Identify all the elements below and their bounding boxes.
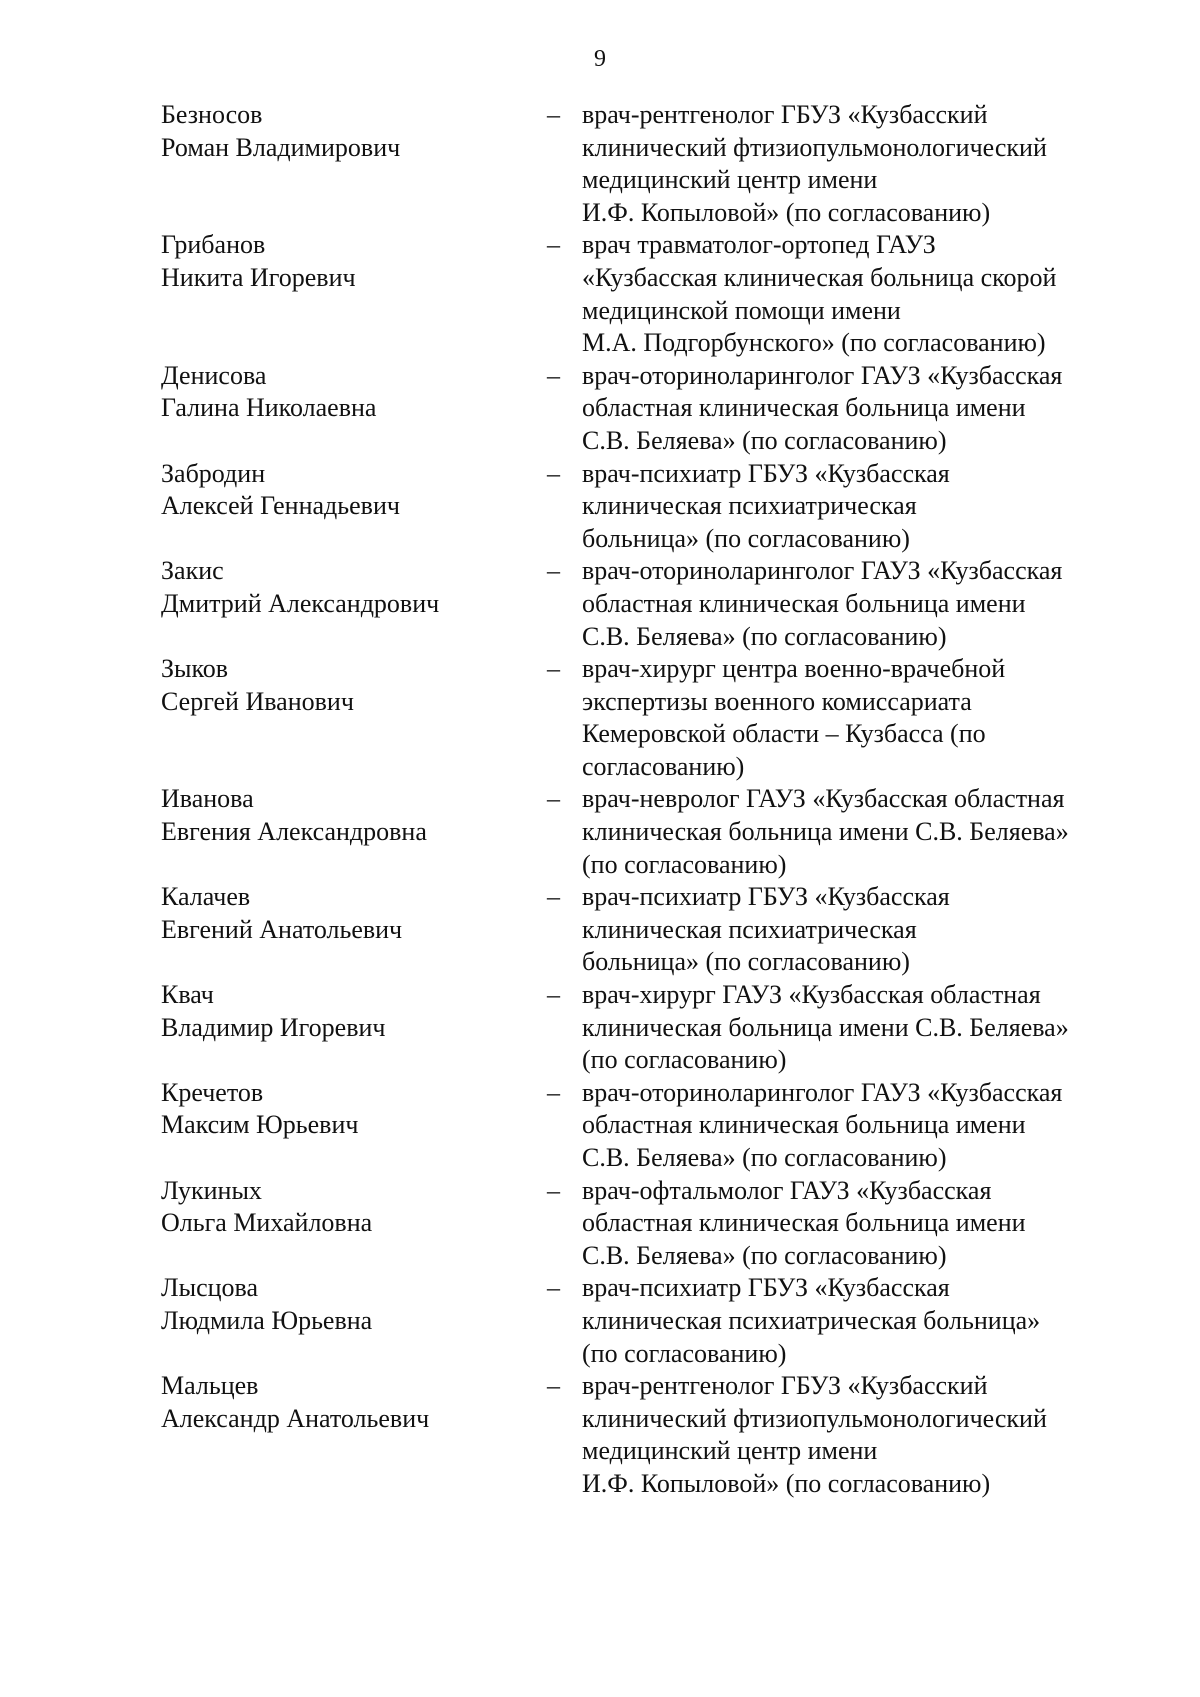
role-line: врач-хирург ГАУЗ «Кузбасская областная xyxy=(582,980,1041,1010)
member-role xyxy=(582,555,1131,653)
member-surname: Безносов xyxy=(161,100,263,129)
role-line: С.В. Беляева» (по согласованию) xyxy=(582,425,947,455)
member-name xyxy=(161,229,547,359)
dash-separator xyxy=(547,458,582,556)
member-given-names: Евгения Александровна xyxy=(161,817,427,847)
member-entry xyxy=(161,881,1131,979)
member-name xyxy=(161,1175,547,1273)
dash-separator xyxy=(547,229,582,359)
role-line: врач-невролог ГАУЗ «Кузбасская областная xyxy=(582,784,1065,814)
dash-glyph: – xyxy=(547,556,560,586)
role-line: клинический фтизиопульмонологический xyxy=(582,132,1047,162)
page-number: 9 xyxy=(594,46,606,72)
role-line: больница» (по согласованию) xyxy=(582,523,910,553)
member-entry xyxy=(161,979,1131,1077)
dash-separator xyxy=(547,360,582,458)
member-entry xyxy=(161,653,1131,783)
dash-glyph: – xyxy=(547,1175,560,1205)
member-name xyxy=(161,653,547,783)
role-line: клиническая больница имени С.В. Беляева» xyxy=(582,1012,1069,1042)
member-entry xyxy=(161,555,1131,653)
member-entry xyxy=(161,458,1131,556)
dash-separator xyxy=(547,979,582,1077)
dash-glyph: – xyxy=(547,360,560,390)
member-name xyxy=(161,881,547,979)
dash-separator xyxy=(547,653,582,783)
member-name xyxy=(161,1272,547,1370)
member-surname: Калачев xyxy=(161,882,251,912)
member-given-names: Ольга Михайловна xyxy=(161,1208,373,1238)
member-surname: Квач xyxy=(161,980,214,1010)
dash-glyph: – xyxy=(547,1273,560,1303)
role-line: областная клиническая больница имени xyxy=(582,588,1026,618)
role-line: (по согласованию) xyxy=(582,1045,787,1075)
role-line: врач-рентгенолог ГБУЗ «Кузбасский xyxy=(582,1371,988,1401)
role-line: врач-офтальмолог ГАУЗ «Кузбасская xyxy=(582,1175,992,1205)
member-given-names: Алексей Геннадьевич xyxy=(161,491,400,521)
member-entry xyxy=(161,1175,1131,1273)
role-line: И.Ф. Копыловой» (по согласованию) xyxy=(582,197,991,227)
member-given-names: Роман Владимирович xyxy=(161,132,401,162)
member-role xyxy=(582,653,1131,783)
member-name xyxy=(161,555,547,653)
role-line: (по согласованию) xyxy=(582,849,787,879)
member-given-names: Людмила Юрьевна xyxy=(161,1305,373,1335)
member-entry xyxy=(161,1370,1131,1500)
role-line: И.Ф. Копыловой» (по согласованию) xyxy=(582,1468,991,1498)
dash-glyph: – xyxy=(547,882,560,912)
member-surname: Лысцова xyxy=(161,1273,259,1303)
dash-glyph: – xyxy=(547,230,560,260)
role-line: согласованию) xyxy=(582,751,745,781)
role-line: врач-психиатр ГБУЗ «Кузбасская xyxy=(582,458,950,488)
member-entry xyxy=(161,360,1131,458)
role-line: врач травматолог-ортопед ГАУЗ xyxy=(582,230,936,260)
member-entry xyxy=(161,1272,1131,1370)
member-surname: Зыков xyxy=(161,654,229,684)
role-line: С.В. Беляева» (по согласованию) xyxy=(582,621,947,651)
member-name xyxy=(161,783,547,881)
role-line: Кемеровской области – Кузбасса (по xyxy=(582,719,986,749)
member-role xyxy=(582,881,1131,979)
role-line: «Кузбасская клиническая больница скорой xyxy=(582,262,1057,292)
role-line: областная клиническая больница имени xyxy=(582,1110,1026,1140)
member-surname: Кречетов xyxy=(161,1077,264,1107)
dash-glyph: – xyxy=(547,100,560,129)
role-line: медицинский центр имени xyxy=(582,1436,878,1466)
dash-separator xyxy=(547,783,582,881)
role-line: областная клиническая больница имени xyxy=(582,1208,1026,1238)
role-line: С.В. Беляева» (по согласованию) xyxy=(582,1240,947,1270)
member-given-names: Галина Николаевна xyxy=(161,393,377,423)
member-given-names: Никита Игоревич xyxy=(161,262,356,292)
dash-glyph: – xyxy=(547,1077,560,1107)
member-role xyxy=(582,1077,1131,1175)
role-line: врач-психиатр ГБУЗ «Кузбасская xyxy=(582,1273,950,1303)
role-line: врач-психиатр ГБУЗ «Кузбасская xyxy=(582,882,950,912)
role-line: врач-хирург центра военно-врачебной xyxy=(582,654,1006,684)
member-entry xyxy=(161,783,1131,881)
member-role xyxy=(582,1370,1131,1500)
member-role xyxy=(582,1272,1131,1370)
role-line: медицинский центр имени xyxy=(582,165,878,195)
dash-glyph: – xyxy=(547,458,560,488)
member-surname: Лукиных xyxy=(161,1175,262,1205)
member-given-names: Дмитрий Александрович xyxy=(161,588,440,618)
dash-glyph: – xyxy=(547,980,560,1010)
member-name xyxy=(161,979,547,1077)
dash-glyph: – xyxy=(547,1371,560,1401)
role-line: М.А. Подгорбунского» (по согласованию) xyxy=(582,328,1046,358)
member-surname: Забродин xyxy=(161,458,266,488)
member-name xyxy=(161,458,547,556)
dash-separator xyxy=(547,1175,582,1273)
member-role xyxy=(582,783,1131,881)
role-line: медицинской помощи имени xyxy=(582,295,901,325)
role-line: экспертизы военного комиссариата xyxy=(582,686,972,716)
dash-glyph: – xyxy=(547,654,560,684)
member-name xyxy=(161,1077,547,1175)
role-line: клиническая больница имени С.В. Беляева» xyxy=(582,817,1069,847)
role-line: врач-оториноларинголог ГАУЗ «Кузбасская xyxy=(582,360,1063,390)
member-given-names: Сергей Иванович xyxy=(161,686,354,716)
member-name xyxy=(161,99,547,229)
role-line: врач-оториноларинголог ГАУЗ «Кузбасская xyxy=(582,1077,1063,1107)
role-line: врач-оториноларинголог ГАУЗ «Кузбасская xyxy=(582,556,1063,586)
member-role xyxy=(582,979,1131,1077)
dash-separator xyxy=(547,881,582,979)
member-list xyxy=(161,99,1131,1501)
dash-separator xyxy=(547,99,582,229)
member-surname: Грибанов xyxy=(161,230,266,260)
member-surname: Мальцев xyxy=(161,1371,259,1401)
dash-separator xyxy=(547,555,582,653)
member-given-names: Александр Анатольевич xyxy=(161,1403,430,1433)
member-surname: Закис xyxy=(161,556,224,586)
member-role xyxy=(582,1175,1131,1273)
role-line: областная клиническая больница имени xyxy=(582,393,1026,423)
role-line: больница» (по согласованию) xyxy=(582,947,910,977)
member-name xyxy=(161,360,547,458)
member-entry xyxy=(161,1077,1131,1175)
member-role xyxy=(582,229,1131,359)
role-line: клиническая психиатрическая xyxy=(582,914,917,944)
member-name xyxy=(161,1370,547,1500)
role-line: С.В. Беляева» (по согласованию) xyxy=(582,1143,947,1172)
dash-glyph: – xyxy=(547,784,560,814)
member-given-names: Максим Юрьевич xyxy=(161,1110,359,1140)
role-line: клиническая психиатрическая больница» xyxy=(582,1305,1041,1335)
dash-separator xyxy=(547,1077,582,1175)
member-surname: Иванова xyxy=(161,784,254,814)
role-line: (по согласованию) xyxy=(582,1338,787,1368)
member-surname: Денисова xyxy=(161,360,267,390)
member-entry xyxy=(161,99,1131,229)
role-line: клиническая психиатрическая xyxy=(582,491,917,521)
member-role xyxy=(582,99,1131,229)
dash-separator xyxy=(547,1370,582,1500)
dash-separator xyxy=(547,1272,582,1370)
member-role xyxy=(582,458,1131,556)
member-given-names: Евгений Анатольевич xyxy=(161,914,403,944)
member-entry xyxy=(161,229,1131,359)
member-given-names: Владимир Игоревич xyxy=(161,1012,386,1042)
role-line: врач-рентгенолог ГБУЗ «Кузбасский xyxy=(582,100,988,129)
member-role xyxy=(582,360,1131,458)
role-line: клинический фтизиопульмонологический xyxy=(582,1403,1047,1433)
